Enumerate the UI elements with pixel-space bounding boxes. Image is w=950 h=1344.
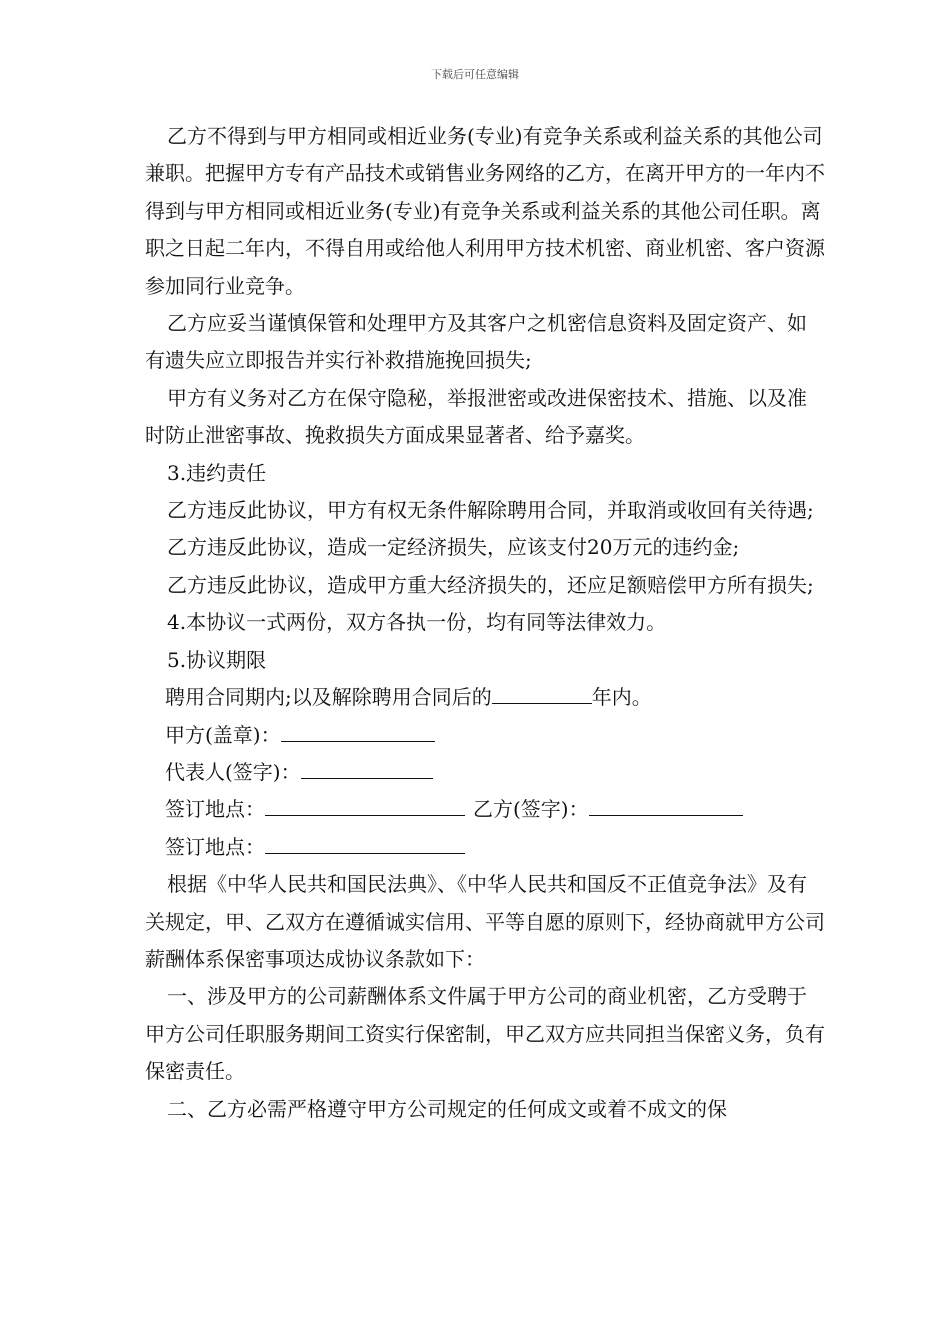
paragraph-safekeeping: 乙方应妥当谨慎保管和处理甲方及其客户之机密信息资料及固定资产、如有遗失应立即报告并实行补救措施挽回损失;	[145, 311, 807, 373]
term-line	[145, 679, 825, 716]
signing-place-label-2: 签订地点：	[165, 834, 265, 859]
paragraph-clause-two: 二、乙方必需严格遵守甲方公司规定的任何成文或着不成文的保	[167, 1096, 727, 1121]
party-a-seal-blank	[281, 719, 435, 742]
page-header: 下载后可任意编辑	[431, 68, 519, 81]
party-b-sign-blank	[589, 793, 743, 816]
signing-place-blank	[265, 793, 465, 816]
term-after-text: 年内。	[591, 685, 652, 710]
paragraph-clause-one: 一、涉及甲方的公司薪酬体系文件属于甲方公司的商业机密，乙方受聘于甲方公司任职服务期间工资实行保密制，甲乙双方应共同担当保密义务，负有保密责任。	[145, 984, 825, 1084]
heading-term: 5.协议期限	[167, 647, 267, 672]
paragraph-noncompete: 乙方不得到与甲方相同或相近业务(专业)有竞争关系或利益关系的其他公司兼职。把握甲方专有产品技术或销售业务网络的乙方，在离开甲方的一年内不得到与甲方相同或相近业务(专业)有竞争关系或利益关系的其他公司任职。离职之日起二年内，不得自用或给他人利用甲方技术机密、商业机密、客户资源参加同行业竞争。	[145, 124, 825, 298]
paragraph-copies: 4.本协议一式两份，双方各执一份，均有同等法律效力。	[167, 610, 667, 635]
representative-line	[145, 754, 825, 791]
representative-label: 代表人(签字)：	[165, 759, 301, 784]
party-a-seal-line	[145, 717, 825, 754]
signing-place-line	[145, 791, 825, 828]
paragraph-terminate: 乙方违反此协议，甲方有权无条件解除聘用合同，并取消或收回有关待遇;	[167, 498, 814, 523]
heading-breach-liability: 3.违约责任	[167, 460, 267, 485]
party-b-sign-label: 乙方(签字)：	[473, 797, 589, 822]
signing-place-line-2	[145, 829, 825, 866]
term-before-text: 聘用合同期内;以及解除聘用合同后的	[165, 685, 492, 710]
signing-place-blank-2	[265, 831, 465, 854]
document-body	[145, 118, 825, 1128]
term-years-blank	[492, 681, 592, 704]
party-a-seal-label: 甲方(盖章)：	[165, 722, 281, 747]
paragraph-reward: 甲方有义务对乙方在保守隐秘，举报泄密或改进保密技术、措施、以及准时防止泄密事故、挽救损失方面成果显著者、给予嘉奖。	[145, 385, 807, 448]
paragraph-compensation: 乙方违反此协议，造成甲方重大经济损失的，还应足额赔偿甲方所有损失;	[167, 572, 814, 597]
signing-place-label: 签订地点：	[165, 797, 265, 822]
paragraph-legal-basis: 根据《中华人民共和国民法典》、《中华人民共和国反不正值竞争法》及有关规定，甲、乙双方在遵循诚实信用、平等自愿的原则下，经协商就甲方公司薪酬体系保密事项达成协议条款如下：	[145, 872, 825, 971]
representative-blank	[301, 756, 433, 779]
paragraph-penalty: 乙方违反此协议，造成一定经济损失，应该支付20万元的违约金;	[167, 535, 740, 560]
